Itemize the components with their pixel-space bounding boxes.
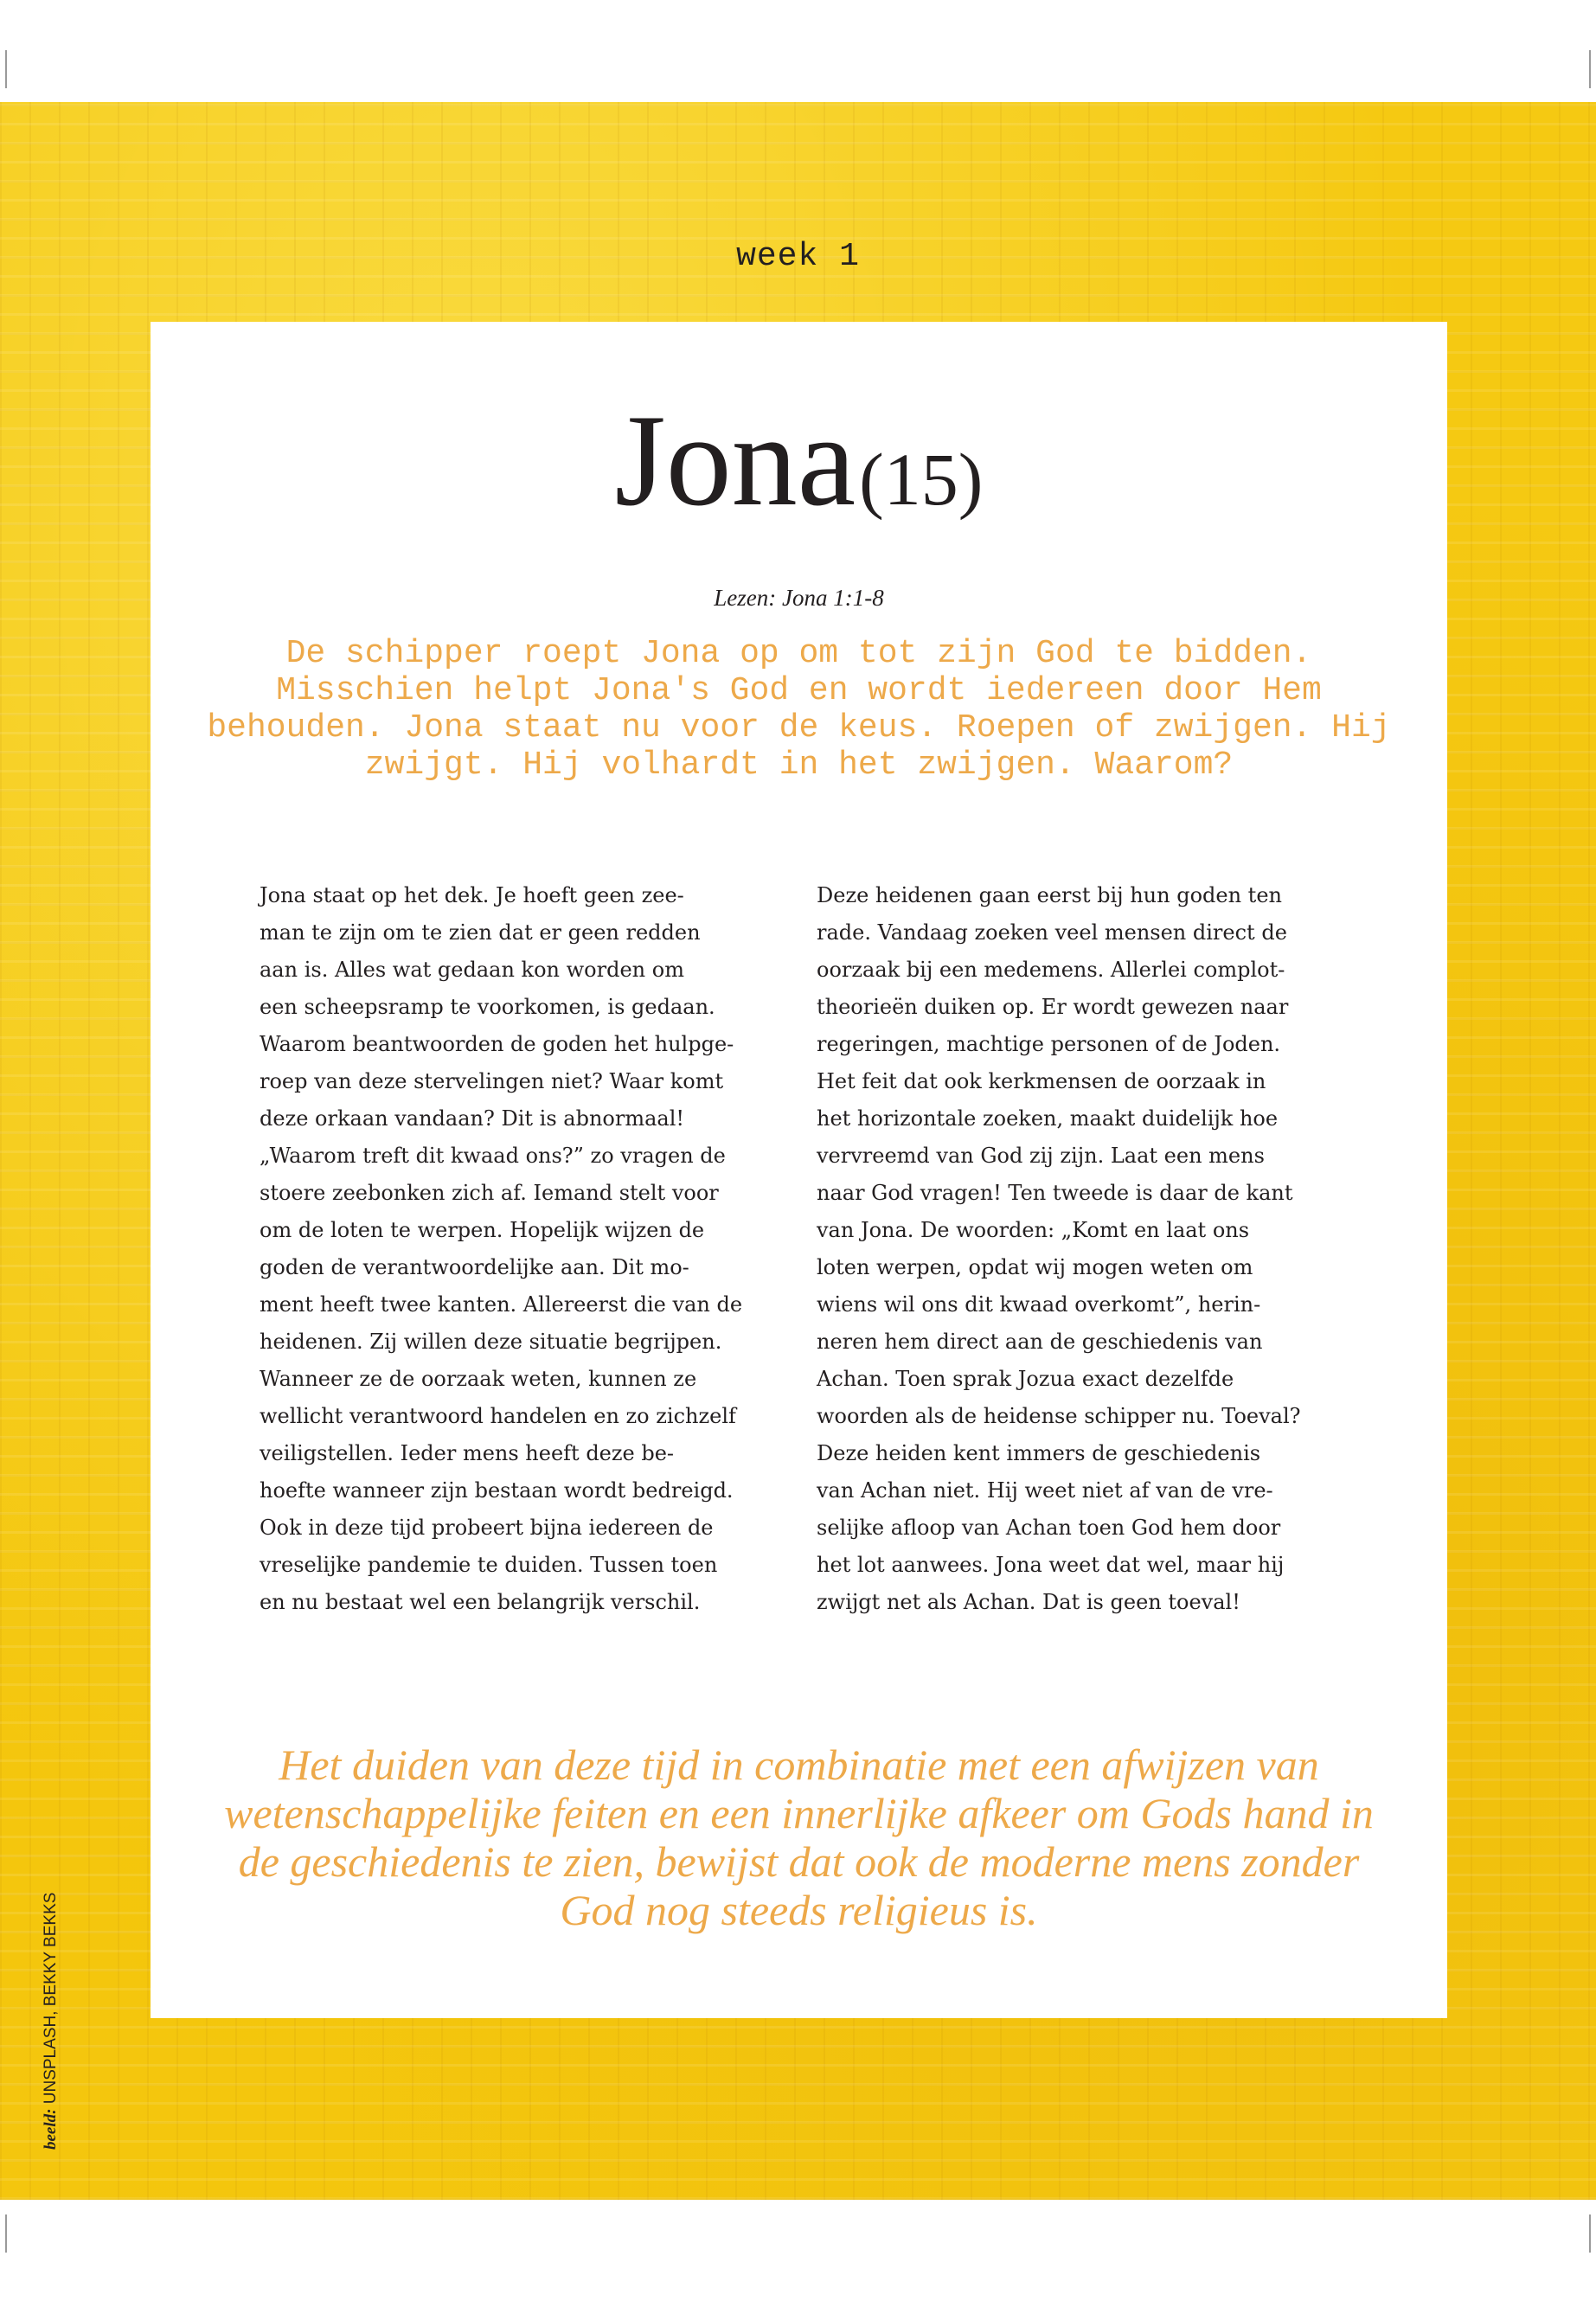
page-title [151, 388, 1447, 533]
intro-text: De schipper roept Jona op om tot zijn God te bidden. Misschien helpt Jona's God en wordt iedereen door Hem behouden. Jona staat nu voor de keus. Roepen of zwijgen. Hij zwijgt. Hij volhardt in het zwijgen. Waarom? [207, 635, 1391, 784]
credit-label: beeld: [42, 2108, 60, 2150]
crop-mark-top-right [1589, 50, 1591, 88]
crop-mark-bottom-right [1589, 2214, 1591, 2253]
title-name: Jona [614, 388, 856, 533]
week-label: week 1 [736, 238, 860, 275]
credit-source: UNSPLASH, BEKKY BEKKS [42, 1892, 60, 2105]
pull-quote: Het duiden van deze tijd in combinatie met een afwijzen van wetenschappelijke feiten en een innerlijke afkeer om Gods hand in de geschiedenis te zien, bewijst dat ook de moderne mens zonder God nog steeds religieus is. [224, 1740, 1374, 1934]
crop-mark-top-left [5, 50, 7, 88]
body-column-right: Deze heidenen gaan eerst bij hun goden ten rade. Vandaag zoeken veel mensen direct de oorzaak bij een medemens. Allerlei complot- theorieën duiken op. Er wordt gewezen naar regeringen, machtige personen of de Joden. Het feit dat ook kerkmensen de oorzaak in het horizontale zoeken, maakt duidelijk hoe vervreemd van God zij zijn. Laat een mens naar God vragen! Ten tweede is daar de kant van Jona. De woorden: „Komt en laat ons loten werpen, opdat wij mogen weten om wiens wil ons dit kwaad overkomt”, herin- neren hem direct aan de geschiedenis van Achan. Toen sprak Jozua exact dezelfde woorden als de heidense schipper nu. Toeval? Deze heiden kent immers de geschiedenis van Achan niet. Hij weet niet af van de vre- selijke afloop van Achan toen God hem door het lot aanwees. Jona weet dat wel, maar hij zwijgt net als Achan. Dat is geen toeval! [817, 883, 1301, 1614]
body-column-left: Jona staat op het dek. Je hoeft geen zee- man te zijn om te zien dat er geen redden aan is. Alles wat gedaan kon worden om een scheepsramp te voorkomen, is gedaan. Waarom beantwoorden de goden het hulpge- roep van deze stervelingen niet? Waar komt deze orkaan vandaan? Dit is abnormaal! „Waarom treft dit kwaad ons?” zo vragen de stoere zeebonken zich af. Iemand stelt voor om de loten te werpen. Hopelijk wijzen de goden de verantwoordelijke aan. Dit mo- ment heeft twee kanten. Allereerst die van de heidenen. Zij willen deze situatie begrijpen. Wanneer ze de oorzaak weten, kunnen ze wellicht verantwoord handelen en zo zichzelf veiligstellen. Ieder mens heeft deze be- hoefte wanneer zijn bestaan wordt bedreigd. Ook in deze tijd probeert bijna iedereen de vreselijke pandemie te duiden. Tussen toen en nu bestaat wel een belangrijk verschil. [260, 883, 743, 1614]
crop-mark-bottom-left [5, 2214, 7, 2253]
article-card [151, 322, 1447, 2018]
title-number: (15) [859, 438, 984, 521]
reading-reference: Lezen: Jona 1:1-8 [714, 585, 884, 611]
image-credit [42, 1893, 61, 2150]
